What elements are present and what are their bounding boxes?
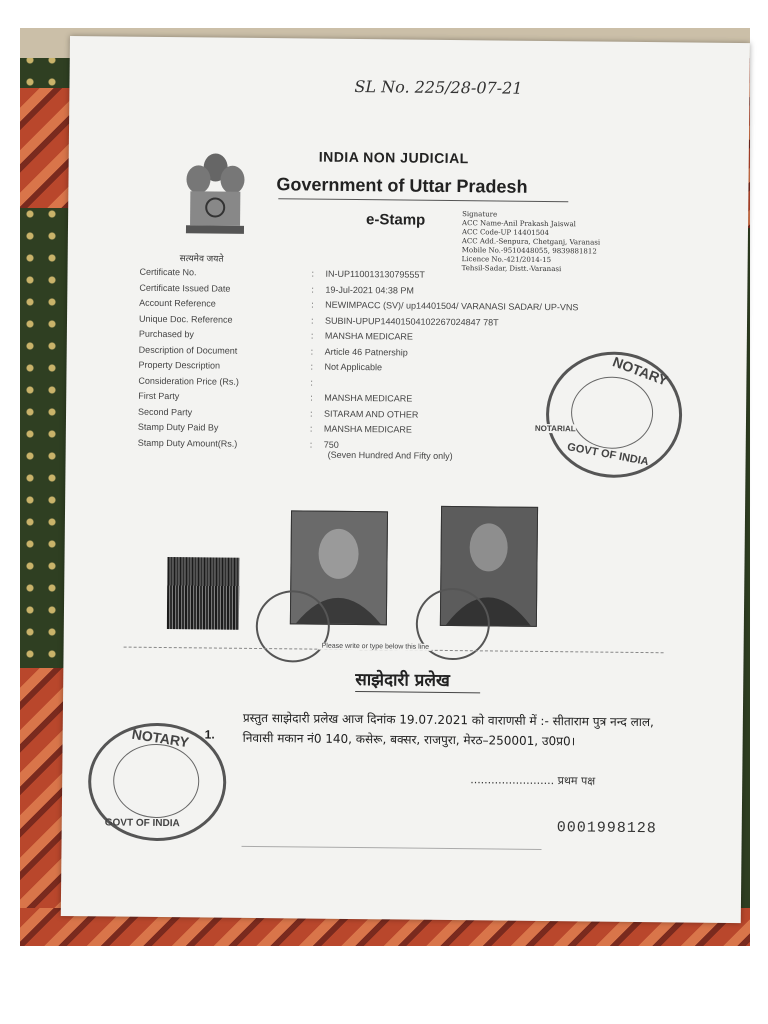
- signature-line: ACC Name-Anil Prakash Jaiswal: [462, 219, 576, 229]
- first-party-label: ........................ प्रथम पक्ष: [470, 773, 596, 788]
- field-label: Certificate Issued Date: [139, 282, 231, 294]
- field-colon: :: [309, 439, 313, 450]
- signature-line: Tehsil-Sadar, Distt.-Varanasi: [461, 264, 562, 274]
- bottom-rule: [242, 846, 542, 850]
- field-label: Stamp Duty Paid By: [137, 421, 219, 433]
- field-label: Consideration Price (Rs.): [138, 375, 239, 387]
- field-colon: :: [310, 315, 314, 326]
- field-value: Not Applicable: [324, 361, 383, 373]
- field-value: 19-Jul-2021 04:38 PM: [325, 284, 414, 296]
- field-value: 750: [323, 439, 339, 450]
- field-colon: :: [310, 330, 314, 341]
- field-label: Second Party: [138, 406, 193, 417]
- title-india-non-judicial: INDIA NON JUDICIAL: [318, 148, 469, 167]
- field-label: Purchased by: [138, 328, 194, 340]
- field-colon: :: [310, 346, 314, 357]
- field-label: First Party: [138, 390, 180, 402]
- seal-ring-text: NOTARY: [130, 725, 191, 751]
- small-notary-stamp: [255, 590, 330, 663]
- seal-inner-ring: [571, 376, 654, 449]
- deed-paragraph: प्रस्तुत साझेदारी प्रलेख आज दिनांक 19.07.2021 को वाराणसी में :- सीताराम पुत्र नन्द लाल, निवासी मकान नं0 140, कसेरू, बक्सर, राजपुरा, मेरठ–250001, उ0प्र0।: [242, 710, 654, 749]
- field-colon: :: [311, 299, 314, 310]
- estamp-label: e-Stamp: [366, 211, 426, 229]
- field-label: Property Description: [138, 359, 221, 371]
- signature-line: Mobile No.-9510448055, 9839881812: [461, 246, 597, 256]
- seal-ring-text: NOTARY: [610, 353, 671, 389]
- signature-line: Licence No.-421/2014-15: [461, 255, 552, 265]
- qr-code: [167, 557, 240, 630]
- field-label: Account Reference: [139, 297, 216, 309]
- seal-inner-ring: [113, 743, 200, 818]
- field-value: NEWIMPACC (SV)/ up14401504/ VARANASI SADAR/ UP-VNS: [325, 299, 579, 313]
- ashoka-emblem-icon: [176, 145, 255, 256]
- title-underline: [278, 198, 568, 202]
- field-label: Unique Doc. Reference: [138, 313, 233, 325]
- stamp-paper: [61, 36, 750, 923]
- title-government: Government of Uttar Pradesh: [276, 174, 528, 197]
- notarial-label: NOTARIAL: [534, 423, 576, 434]
- emblem-motto: सत्यमेव जयते: [179, 253, 224, 264]
- field-colon: :: [310, 377, 313, 388]
- field-label: Description of Document: [138, 344, 238, 356]
- field-value: Article 46 Patnership: [324, 346, 408, 358]
- amount-in-words: (Seven Hundred And Fifty only): [327, 449, 453, 462]
- signature-line: ACC Add.-Senpura, Chetganj, Varanasi: [461, 237, 601, 247]
- field-value: IN-UP11001313079555T: [325, 268, 425, 280]
- seal-bottom-text: GOVT OF INDIA: [104, 817, 180, 830]
- write-below-note: Please write or type below this line: [319, 643, 432, 651]
- vendor-signature-block: [462, 210, 663, 275]
- field-value: MANSHA MEDICARE: [323, 423, 412, 435]
- field-value: SITARAM AND OTHER: [324, 408, 419, 420]
- field-label: Certificate No.: [139, 266, 197, 278]
- field-colon: :: [310, 361, 314, 372]
- field-value: SUBIN-UPUP14401504102267024847 78T: [324, 315, 499, 328]
- field-colon: :: [311, 284, 314, 295]
- field-value: MANSHA MEDICARE: [324, 392, 413, 404]
- seal-bottom-text: GOVT OF INDIA: [566, 441, 650, 469]
- notary-seal-left: [88, 722, 227, 841]
- field-value: MANSHA MEDICARE: [324, 330, 413, 342]
- field-colon: :: [310, 408, 313, 419]
- heading-underline: [355, 691, 480, 693]
- field-colon: :: [311, 268, 315, 279]
- signature-line: Signature: [462, 210, 498, 219]
- field-colon: :: [310, 392, 313, 403]
- clause-number: 1.: [204, 727, 215, 742]
- notary-seal-right: [534, 351, 682, 478]
- stamp-serial-number: 0001998128: [556, 819, 657, 838]
- field-colon: :: [309, 423, 313, 434]
- serial-handwritten: SL No. 225/28-07-21: [354, 76, 523, 98]
- field-label: Stamp Duty Amount(Rs.): [137, 437, 238, 449]
- deed-heading: साझेदारी प्रलेख: [355, 670, 450, 692]
- signature-line: ACC Code-UP 14401504: [461, 228, 550, 238]
